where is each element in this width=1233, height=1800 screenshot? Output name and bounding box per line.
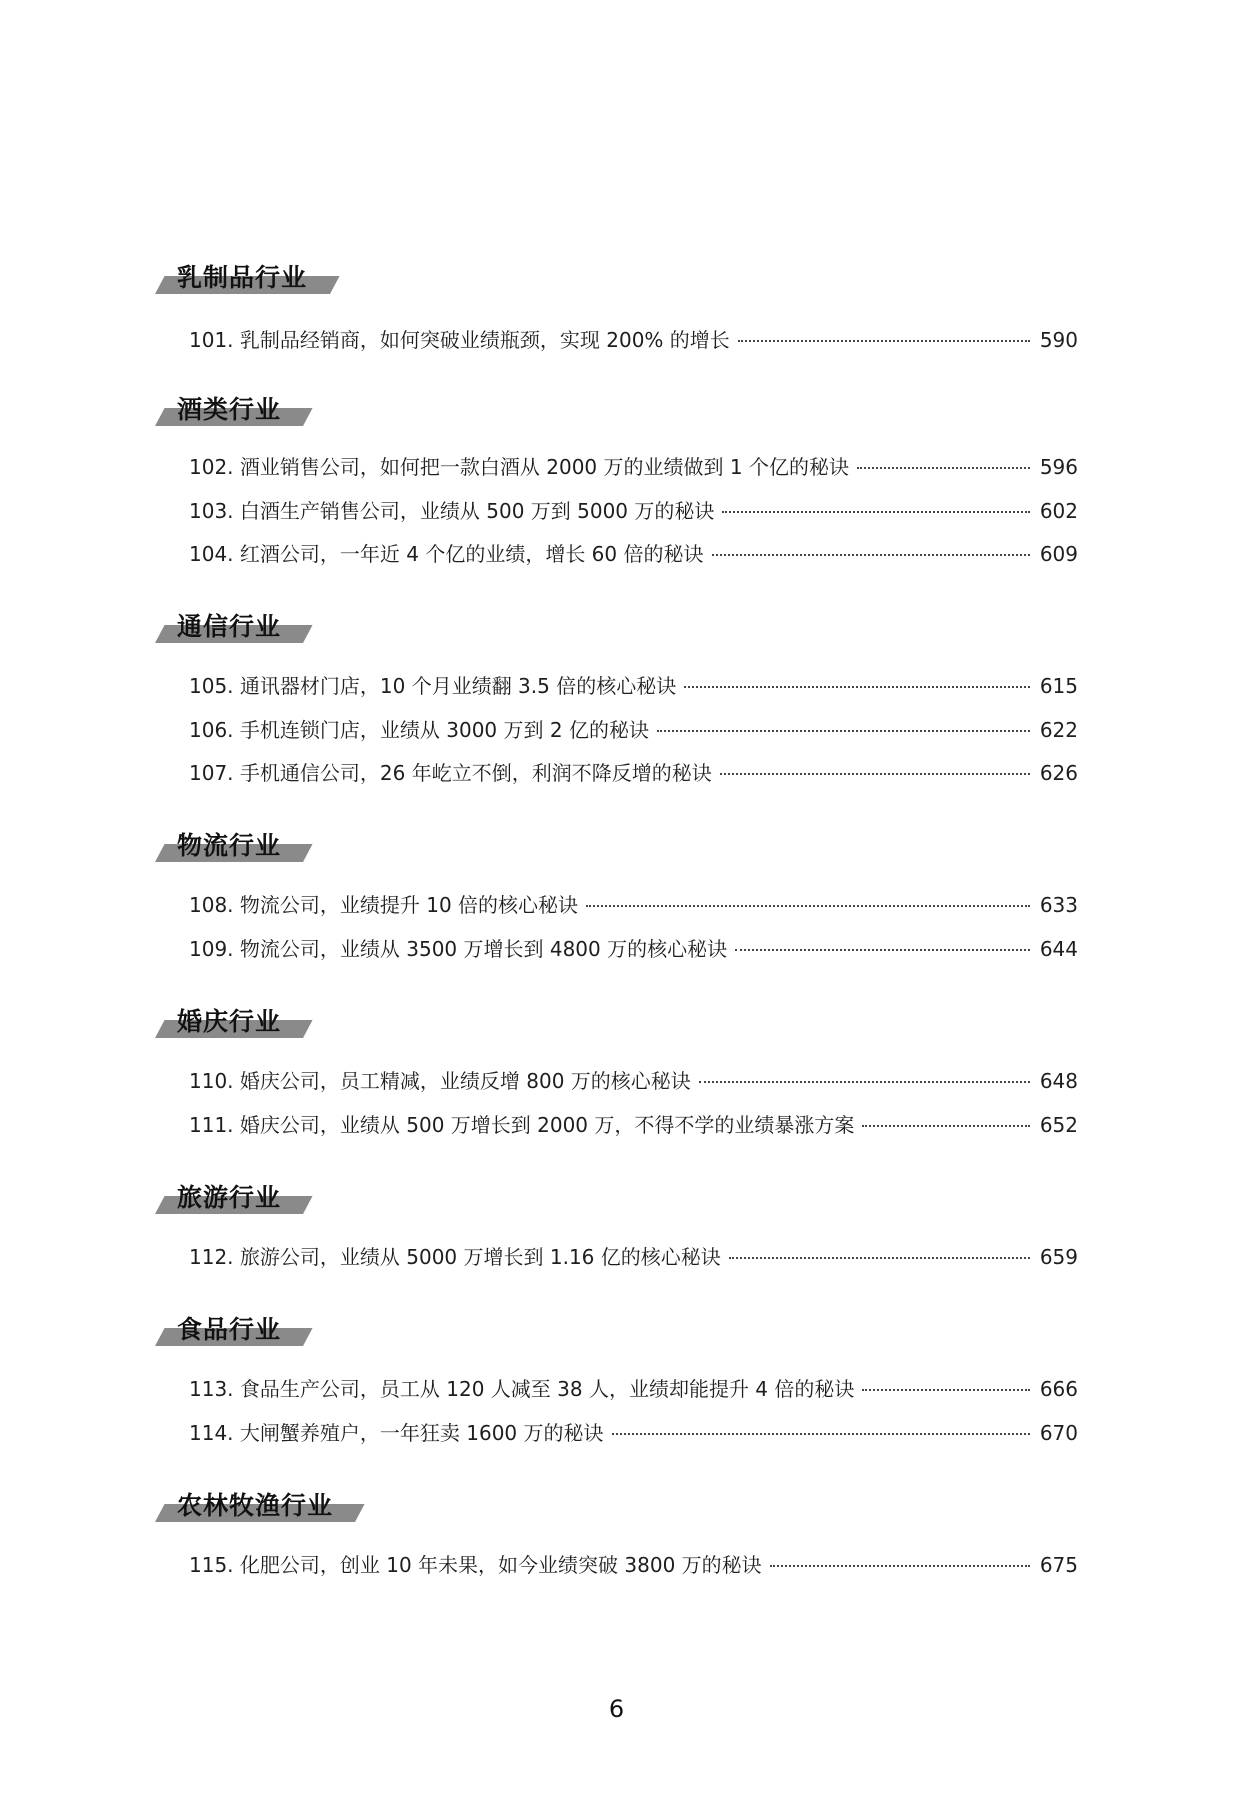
toc-entry — [189, 452, 1078, 482]
toc-entry-page: 670 — [1039, 1421, 1078, 1445]
section-title: 旅游行业 — [177, 1183, 282, 1212]
dot-leader — [699, 1079, 1030, 1083]
toc-entry — [189, 1242, 1078, 1272]
toc-entry — [189, 715, 1078, 745]
dot-leader — [586, 903, 1030, 907]
toc-entry-title: 107. 手机通信公司，26 年屹立不倒，利润不降反增的秘诀 — [189, 761, 712, 785]
toc-entry-page: 633 — [1039, 893, 1078, 917]
toc-entry-page: 666 — [1039, 1377, 1078, 1401]
section-title: 食品行业 — [177, 1315, 282, 1344]
dot-leader — [729, 1255, 1030, 1259]
dot-leader — [857, 465, 1030, 469]
toc-entry-page: 615 — [1039, 674, 1078, 698]
toc-entry-page: 626 — [1039, 761, 1078, 785]
toc-entry-page: 644 — [1039, 937, 1078, 961]
page-number: 6 — [608, 1695, 625, 1723]
toc-entry — [189, 934, 1078, 964]
toc-entry-page: 675 — [1039, 1553, 1078, 1577]
toc-entry — [189, 1418, 1078, 1448]
section-title: 婚庆行业 — [177, 1007, 282, 1036]
dot-leader — [738, 338, 1030, 342]
toc-entry-title: 115. 化肥公司，创业 10 年未果，如今业绩突破 3800 万的秘诀 — [189, 1553, 762, 1577]
section-title: 物流行业 — [177, 831, 282, 860]
toc-entry-page: 622 — [1039, 718, 1078, 742]
toc-entry — [189, 1110, 1078, 1140]
toc-entry-page: 602 — [1039, 499, 1078, 523]
dot-leader — [712, 552, 1030, 556]
toc-entry-page: 590 — [1039, 328, 1078, 352]
toc-entry-page: 652 — [1039, 1113, 1078, 1137]
toc-entry — [189, 758, 1078, 788]
toc-entry — [189, 1550, 1078, 1580]
toc-entry-title: 111. 婚庆公司，业绩从 500 万增长到 2000 万，不得不学的业绩暴涨方案 — [189, 1113, 855, 1137]
toc-entry-title: 101. 乳制品经销商，如何突破业绩瓶颈，实现 200% 的增长 — [189, 328, 730, 352]
dot-leader — [684, 684, 1030, 688]
section-title: 乳制品行业 — [177, 263, 308, 292]
toc-entry-page: 659 — [1039, 1245, 1078, 1269]
toc-entry — [189, 1374, 1078, 1404]
dot-leader — [862, 1387, 1029, 1391]
toc-entry-title: 114. 大闸蟹养殖户，一年狂卖 1600 万的秘诀 — [189, 1421, 604, 1445]
toc-entry — [189, 1066, 1078, 1096]
dot-leader — [657, 728, 1030, 732]
toc-entry-title: 113. 食品生产公司，员工从 120 人减至 38 人，业绩却能提升 4 倍的秘诀 — [189, 1377, 855, 1401]
dot-leader — [862, 1123, 1029, 1127]
toc-entry-title: 112. 旅游公司，业绩从 5000 万增长到 1.16 亿的核心秘诀 — [189, 1245, 721, 1269]
section-title: 农林牧渔行业 — [177, 1491, 334, 1520]
toc-entry-title: 108. 物流公司，业绩提升 10 倍的核心秘诀 — [189, 893, 579, 917]
toc-entry-title: 110. 婚庆公司，员工精减，业绩反增 800 万的核心秘诀 — [189, 1069, 691, 1093]
toc-entry — [189, 325, 1078, 355]
dot-leader — [770, 1563, 1030, 1567]
toc-entry — [189, 890, 1078, 920]
toc-entry-title: 102. 酒业销售公司，如何把一款白酒从 2000 万的业绩做到 1 个亿的秘诀 — [189, 455, 849, 479]
toc-entry-page: 609 — [1039, 542, 1078, 566]
section-title: 酒类行业 — [177, 395, 282, 424]
toc-entry — [189, 539, 1078, 569]
toc-entry-title: 104. 红酒公司，一年近 4 个亿的业绩，增长 60 倍的秘诀 — [189, 542, 704, 566]
section-title: 通信行业 — [177, 612, 282, 641]
dot-leader — [722, 509, 1029, 513]
dot-leader — [720, 771, 1030, 775]
toc-entry-title: 105. 通讯器材门店，10 个月业绩翻 3.5 倍的核心秘诀 — [189, 674, 677, 698]
toc-entry-page: 648 — [1039, 1069, 1078, 1093]
toc-entry — [189, 671, 1078, 701]
toc-entry-title: 109. 物流公司，业绩从 3500 万增长到 4800 万的核心秘诀 — [189, 937, 728, 961]
dot-leader — [612, 1431, 1030, 1435]
toc-entry — [189, 496, 1078, 526]
dot-leader — [735, 947, 1030, 951]
toc-entry-page: 596 — [1039, 455, 1078, 479]
toc-entry-title: 106. 手机连锁门店，业绩从 3000 万到 2 亿的秘诀 — [189, 718, 649, 742]
toc-entry-title: 103. 白酒生产销售公司，业绩从 500 万到 5000 万的秘诀 — [189, 499, 715, 523]
